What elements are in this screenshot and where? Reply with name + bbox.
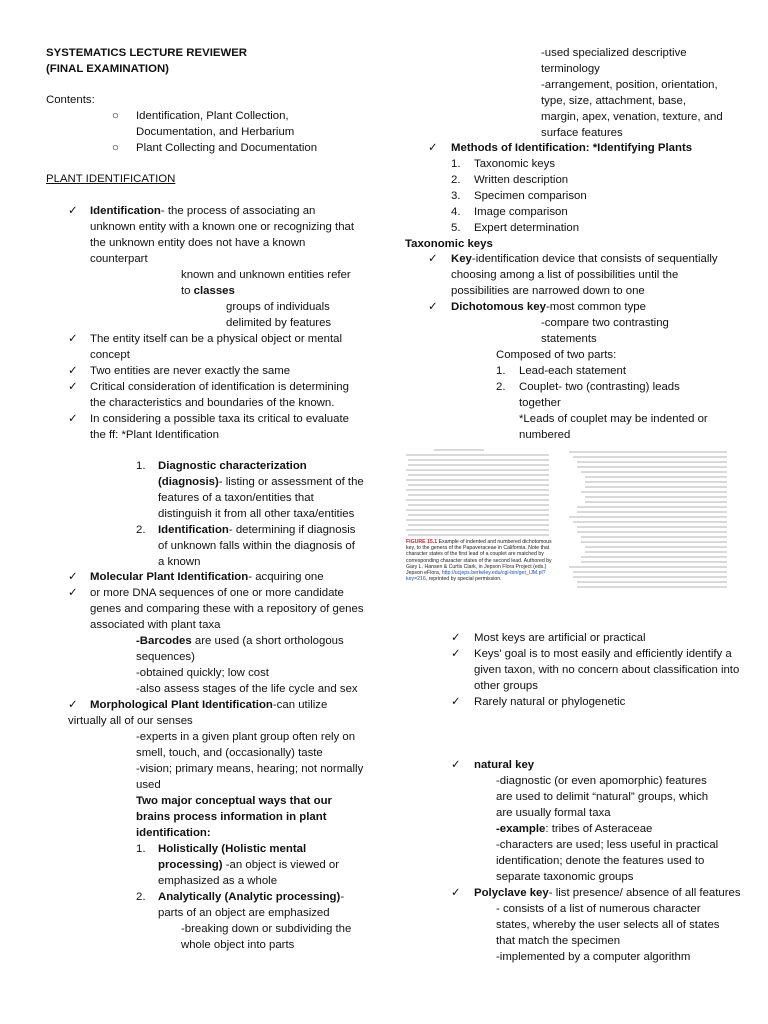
- check-icon: ✓: [68, 699, 78, 711]
- check-icon: ✓: [68, 571, 78, 583]
- definition: are used (a short orthologous: [191, 635, 344, 647]
- text-fragment: to: [181, 285, 194, 297]
- text-line: [158, 890, 344, 906]
- methods-title: Methods of Identification: *Identifying Plants: [451, 142, 693, 154]
- text-line: or more DNA sequences of one or more candidate: [90, 587, 344, 599]
- text-line: Critical consideration of identification is determining: [90, 381, 349, 393]
- caption-text: , reprinted by special permission.: [425, 576, 502, 583]
- text-line: are usually formal taxa: [496, 807, 611, 819]
- text-line: choosing among a list of possibilities until the: [451, 269, 679, 281]
- text-line: [496, 822, 652, 838]
- list-number: 3.: [451, 190, 461, 202]
- text-line: [136, 634, 344, 650]
- text-line: -used specialized descriptive: [541, 47, 687, 59]
- caption-link[interactable]: http://ucjeps.berkeley.edu/cgi-bin/get_IJM.pl?: [441, 570, 546, 577]
- text-line: brains process information in plant: [136, 811, 327, 823]
- text-line: terminology: [541, 63, 600, 75]
- term: Polyclave key: [474, 887, 549, 899]
- term: Analytically (Analytic processing): [158, 891, 341, 903]
- definition: -most common type: [545, 301, 646, 313]
- check-icon: ✓: [451, 632, 461, 644]
- check-icon: ✓: [451, 648, 461, 660]
- list-item: Taxonomic keys: [474, 158, 556, 170]
- text-line: parts of an object are emphasized: [158, 907, 330, 919]
- text-line: statements: [541, 333, 597, 345]
- identification-line: [90, 204, 390, 220]
- text-line: counterpart: [90, 253, 148, 265]
- text-line: the unknown entity does not have a known: [90, 237, 306, 249]
- figure-label: FIGURE 15.1: [406, 539, 438, 545]
- text-line: Two major conceptual ways that our: [136, 795, 332, 807]
- list-number: 2.: [136, 524, 146, 536]
- list-number: 2.: [136, 891, 146, 903]
- list-item: Specimen comparison: [474, 190, 587, 202]
- check-icon: ✓: [451, 759, 461, 771]
- text-line: -characters are used; less useful in practical: [496, 839, 719, 851]
- text-line: together: [519, 397, 561, 409]
- text-line: numbered: [519, 429, 571, 441]
- term: Identification: [158, 524, 229, 536]
- term: Holistically (Holistic mental: [158, 843, 307, 855]
- contents-item: Plant Collecting and Documentation: [136, 142, 318, 154]
- doc-title: SYSTEMATICS LECTURE REVIEWER: [46, 47, 248, 59]
- text-line: identification:: [136, 827, 211, 839]
- text-line: groups of individuals: [226, 301, 330, 313]
- list-item: Image comparison: [474, 206, 568, 218]
- check-icon: ✓: [428, 301, 438, 313]
- doc-subtitle: (FINAL EXAMINATION): [46, 63, 169, 75]
- definition: - the process of associating an: [160, 205, 316, 217]
- text-line: Keys' goal is to most easily and efficiently identify a: [474, 648, 732, 660]
- text-line: whole object into parts: [181, 939, 295, 951]
- caption-text: corresponding character states of the second lead. Authored by: [406, 557, 552, 564]
- term: (diagnosis): [158, 476, 219, 488]
- contents-item: Identification, Plant Collection,: [136, 110, 289, 122]
- definition: -: [340, 891, 345, 903]
- term: Identification: [90, 205, 161, 217]
- list-number: 1.: [451, 158, 461, 170]
- list-number: 5.: [451, 222, 461, 234]
- text-line: [158, 858, 339, 874]
- caption-text: Jepson eFlora,: [406, 570, 441, 577]
- term: Molecular Plant Identification: [90, 571, 249, 583]
- text-line: are used to delimit “natural” groups, which: [496, 791, 709, 803]
- definition: -can utilize: [272, 699, 328, 711]
- list-number: 2.: [451, 174, 461, 186]
- text-line: unknown entity with a known one or recognizing that: [90, 221, 355, 233]
- text-line: -diagnostic (or even apomorphic) features: [496, 775, 707, 787]
- text-line: delimited by features: [226, 317, 332, 329]
- text-line: [90, 570, 324, 586]
- list-number: 2.: [496, 381, 506, 393]
- text-line: [451, 252, 718, 268]
- definition: -identification device that consists of sequentially: [471, 253, 718, 265]
- text-line: -breaking down or subdividing the: [181, 923, 352, 935]
- text-line: a known: [158, 556, 201, 568]
- check-icon: ✓: [68, 413, 78, 425]
- term: processing): [158, 859, 223, 871]
- list-item: Lead-each statement: [519, 365, 627, 377]
- term: Diagnostic characterization: [158, 460, 307, 472]
- text-line: Composed of two parts:: [496, 349, 617, 361]
- term: Dichotomous key: [451, 301, 546, 313]
- text-line: -experts in a given plant group often rely on: [136, 731, 356, 743]
- term: -example: [496, 823, 546, 835]
- text-line: -arrangement, position, orientation,: [541, 79, 718, 91]
- text-line: distinguish it from all other taxa/entities: [158, 508, 355, 520]
- check-icon: ✓: [428, 142, 438, 154]
- list-item: Written description: [474, 174, 569, 186]
- check-icon: ✓: [68, 333, 78, 345]
- text-line: known and unknown entities refer: [181, 269, 351, 281]
- text-line: the ff: *Plant Identification: [90, 429, 219, 441]
- list-number: 4.: [451, 206, 461, 218]
- text-line: emphasized as a whole: [158, 875, 278, 887]
- text-line: that match the specimen: [496, 935, 621, 947]
- key-figure-left-pane: [404, 447, 554, 537]
- text-line: used: [136, 779, 161, 791]
- circle-bullet-icon: ○: [112, 142, 119, 154]
- text-line: margin, apex, venation, texture, and: [541, 111, 723, 123]
- text-line: smell, touch, and (occasionally) taste: [136, 747, 323, 759]
- definition: - list presence/ absence of all features: [548, 887, 741, 899]
- definition: : tribes of Asteraceae: [545, 823, 653, 835]
- term: Key: [451, 253, 472, 265]
- section-heading-plant-identification: PLANT IDENTIFICATION: [46, 173, 176, 185]
- text-line: identification; denote the features used to: [496, 855, 705, 867]
- text-line: Most keys are artificial or practical: [474, 632, 646, 644]
- text-line: [158, 475, 364, 491]
- check-icon: ✓: [428, 253, 438, 265]
- check-icon: ✓: [68, 587, 78, 599]
- text-line: virtually all of our senses: [68, 715, 193, 727]
- caption-text: key, to the genera of the Papaveraceae in California. Note that: [406, 545, 550, 552]
- text-line: -vision; primary means, hearing; not normally: [136, 763, 364, 775]
- list-number: 1.: [136, 843, 146, 855]
- text-line: surface features: [541, 127, 623, 139]
- caption-text: Gary L. Hansen & Curtis Clark, in Jepson Flora Project (eds.): [406, 563, 547, 570]
- definition: - determining if diagnosis: [228, 524, 356, 536]
- definition: - acquiring one: [248, 571, 324, 583]
- check-icon: ✓: [68, 365, 78, 377]
- contents-label: Contents:: [46, 94, 95, 106]
- list-number: 1.: [496, 365, 506, 377]
- text-line: genes and comparing these with a repository of genes: [90, 603, 364, 615]
- text-line: Two entities are never exactly the same: [90, 365, 291, 377]
- circle-bullet-icon: ○: [112, 110, 119, 122]
- check-icon: ✓: [68, 205, 78, 217]
- text-line: [158, 523, 356, 539]
- key-figure-right-pane: [567, 447, 732, 595]
- caption-text: character states of the first lead of a couplet are matched by: [406, 551, 544, 558]
- text-line: other groups: [474, 680, 538, 692]
- text-line: [181, 284, 235, 300]
- definition: -an object is viewed or: [222, 859, 340, 871]
- text-line: -implemented by a computer algorithm: [496, 951, 691, 963]
- text-line: possibilities are narrowed down to one: [451, 285, 645, 297]
- term: natural key: [474, 759, 535, 771]
- text-line: [90, 698, 327, 714]
- text-line: [451, 300, 646, 316]
- text-line: concept: [90, 349, 130, 361]
- text-line: separate taxonomic groups: [496, 871, 634, 883]
- check-icon: ✓: [451, 696, 461, 708]
- term: Morphological Plant Identification: [90, 699, 273, 711]
- caption-link[interactable]: key=216: [406, 576, 426, 583]
- text-line: *Leads of couplet may be indented or: [519, 413, 708, 425]
- text-line: features of a taxon/entities that: [158, 492, 314, 504]
- text-line: the characteristics and boundaries of the known.: [90, 397, 335, 409]
- check-icon: ✓: [451, 887, 461, 899]
- list-number: 1.: [136, 460, 146, 472]
- text-line: Rarely natural or phylogenetic: [474, 696, 626, 708]
- text-line: given taxon, with no concern about classification into: [474, 664, 740, 676]
- list-item: Couplet- two (contrasting) leads: [519, 381, 680, 393]
- text-line: - consists of a list of numerous character: [496, 903, 701, 915]
- caption-text: Example of indented and numbered dichotomous: [438, 539, 552, 545]
- text-line: -obtained quickly; low cost: [136, 667, 269, 679]
- text-line: The entity itself can be a physical object or mental: [90, 333, 342, 345]
- definition: - listing or assessment of the: [218, 476, 364, 488]
- taxonomic-keys-heading: Taxonomic keys: [405, 238, 493, 250]
- text-line: -also assess stages of the life cycle and sex: [136, 683, 358, 695]
- text-line: type, size, attachment, base,: [541, 95, 686, 107]
- dichotomous-key-figure: [404, 447, 732, 595]
- text-line: associated with plant taxa: [90, 619, 221, 631]
- term: classes: [193, 285, 235, 297]
- contents-item: Documentation, and Herbarium: [136, 126, 295, 138]
- text-line: In considering a possible taxa its critical to evaluate: [90, 413, 349, 425]
- text-line: [474, 886, 741, 902]
- text-line: of unknown falls within the diagnosis of: [158, 540, 355, 552]
- check-icon: ✓: [68, 381, 78, 393]
- text-line: states, whereby the user selects all of states: [496, 919, 720, 931]
- figure-caption: [406, 539, 556, 582]
- list-item: Expert determination: [474, 222, 580, 234]
- text-line: -compare two contrasting: [541, 317, 669, 329]
- term: -Barcodes: [136, 635, 192, 647]
- text-line: sequences): [136, 651, 195, 663]
